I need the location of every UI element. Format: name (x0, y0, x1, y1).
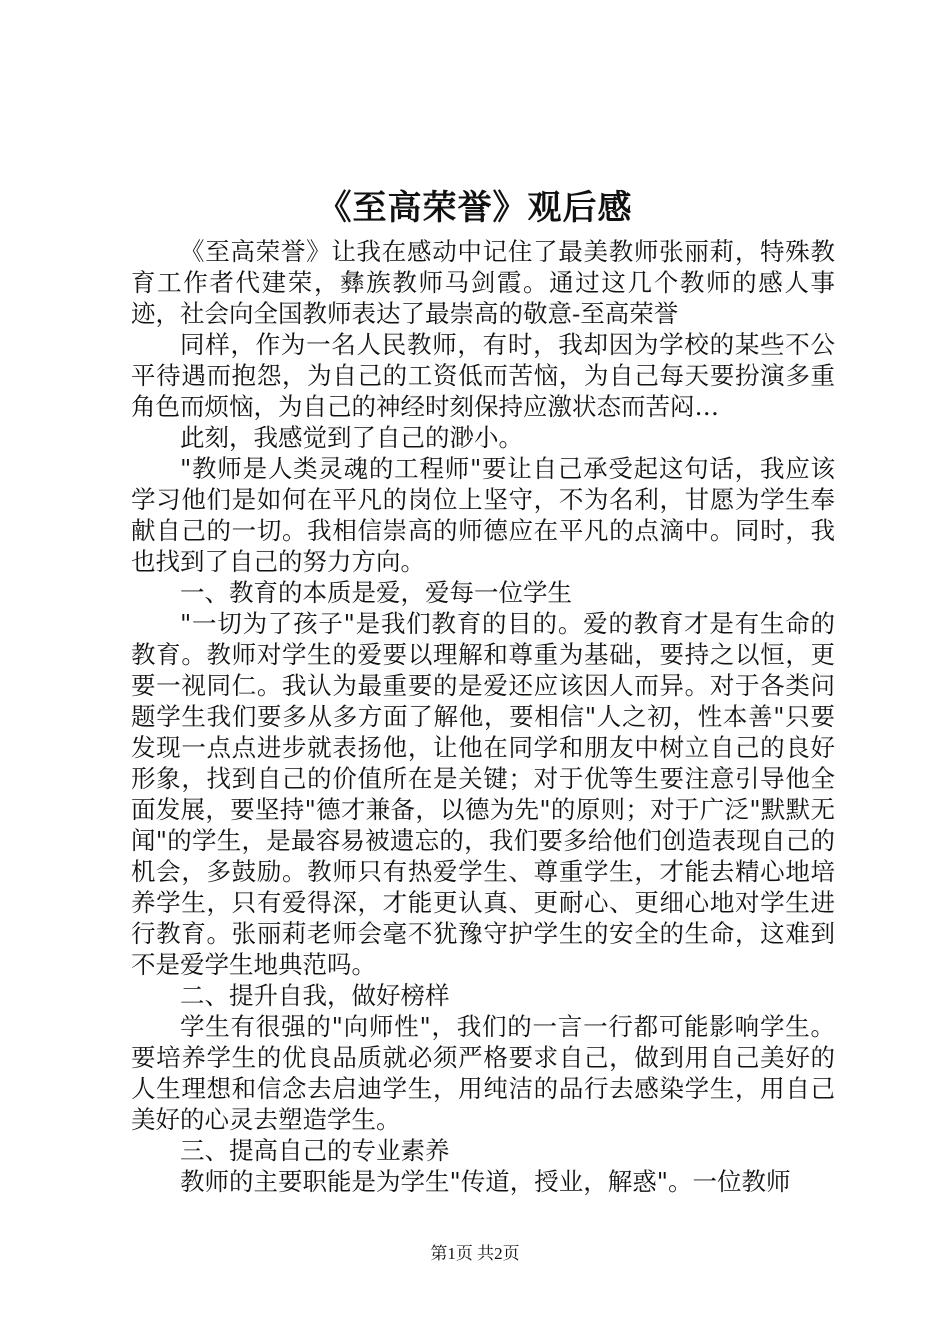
document-body (131, 236, 835, 1197)
page-number-footer: 第1页 共2页 (430, 1244, 520, 1263)
paragraph-2: 同样，作为一名人民教师，有时，我却因为学校的某些不公平待遇而抱怨，为自己的工资低而苦恼，为自己每天要扮演多重角色而烦恼，为自己的神经时刻保持应激状态而苦闷… (131, 330, 835, 421)
paragraph-1: 《至高荣誉》让我在感动中记住了最美教师张丽莉，特殊教育工作者代建荣，彝族教师马剑霞。通过这几个教师的感人事迹，社会向全国教师表达了最崇高的敬意-至高荣誉 (131, 237, 835, 328)
section-heading-3: 三、提高自己的专业素养 (180, 1136, 450, 1165)
paragraph-3: 此刻，我感觉到了自己的渺小。 (180, 423, 523, 452)
paragraph-6: 学生有很强的"向师性"，我们的一言一行都可能影响学生。要培养学生的优良品质就必须严格要求自己，做到用自己美好的人生理想和信念去启迪学生，用纯洁的品行去感染学生，用自己美好的心灵去塑造学生。 (131, 1012, 835, 1134)
paragraph-5: "一切为了孩子"是我们教育的目的。爱的教育才是有生命的教育。教师对学生的爱要以理解和尊重为基础，要持之以恒，更要一视同仁。我认为最重要的是爱还应该因人而异。对于各类问题学生我们要多从多方面了解他，要相信"人之初，性本善"只要发现一点点进步就表扬他，让他在同学和朋友中树立自己的良好形象，找到自己的价值所在是关键；对于优等生要注意引导他全面发展，要坚持"德才兼备，以德为先"的原则；对于广泛"默默无闻"的学生，是最容易被遗忘的，我们要多给他们创造表现自己的机会，多鼓励。教师只有热爱学生、尊重学生，才能去精心地培养学生，只有爱得深，才能更认真、更耐心、更细心地对学生进行教育。张丽莉老师会毫不犹豫守护学生的安全的生命，这难到不是爱学生地典范吗。 (131, 609, 835, 979)
document-title: 《至高荣誉》观后感 (317, 188, 633, 228)
section-heading-2: 二、提升自我，做好榜样 (180, 981, 450, 1010)
paragraph-7: 教师的主要职能是为学生"传道，授业，解惑"。一位教师 (180, 1167, 791, 1196)
section-heading-1: 一、教育的本质是爱，爱每一位学生 (180, 578, 572, 607)
paragraph-4: "教师是人类灵魂的工程师"要让自己承受起这句话，我应该学习他们是如何在平凡的岗位上坚守，不为名利，甘愿为学生奉献自己的一切。我相信崇高的师德应在平凡的点滴中。同时，我也找到了自己的努力方向。 (131, 454, 835, 576)
